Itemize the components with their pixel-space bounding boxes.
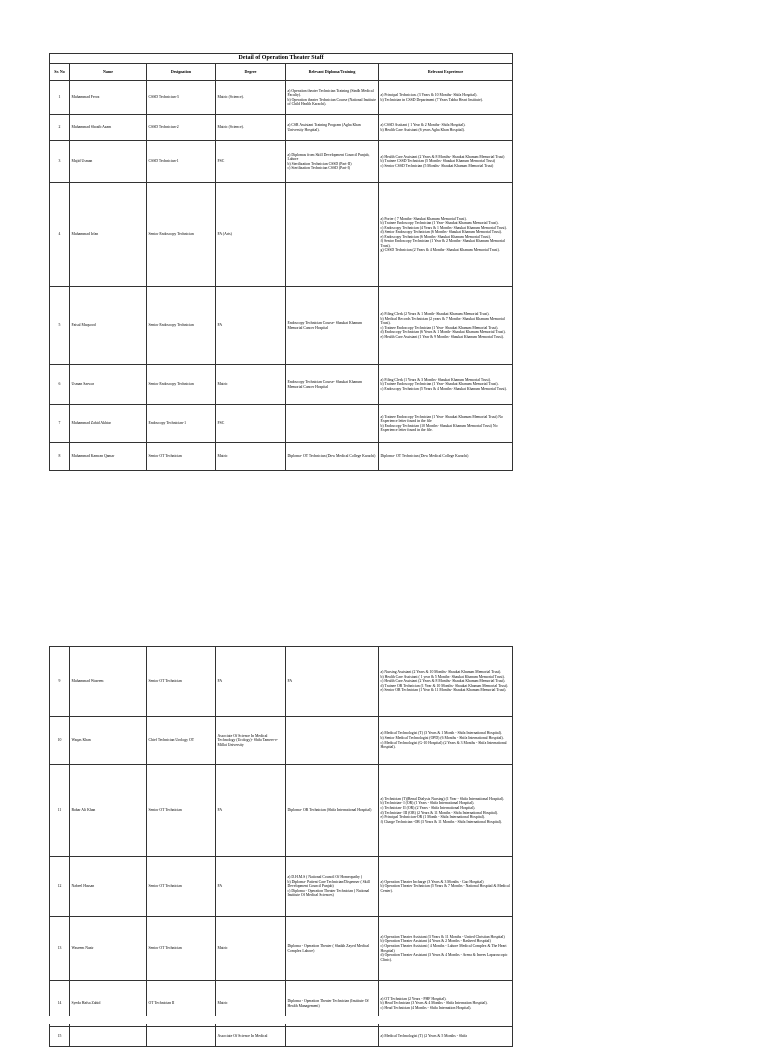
cell-degree: FA (Arts) [216,183,286,287]
cell-degree: Matric [216,365,286,405]
table-row [50,365,513,405]
table-row [50,405,513,443]
cell-experience: a) Technician (T)(Renal Dialysis Nursing) (1 Year - Shifa International Hospital). b) Technician- I (OR) (1 Years - Shifa International Hospital). c) Technician- II (OR) (2 Years - Shifa International Hospital). d) Technician- III (OR) (2 Years & 11 Months - Shifa International Hospital). e) Principal Technician-OR (1 Month - Shifa International Hospital). f) Charge Technician -OR (3 Years & 11 Months - Shifa International Hospital). [379,765,513,857]
cell-training: Diploma- OT Technician (Dow Medical College Karachi) [286,443,379,471]
cell-training: Diploma - Operation Theater ( Shaikh Zayed Medical Complex Lahore) [286,917,379,981]
cell-experience: a) Health Care Assistant (2 Years & 8 Months- Shaukat Khanum Memorial Trust) b) Trainee CSSD Technician (5 Months- Shaukat Khanum Memorial Trust) c) Senior CSSD Technician (5 Months- Shaukat Khanum Memorial Trust) [379,141,513,183]
cell-sr-no: 2 [50,115,70,141]
cell-training: Diploma- OR Technician (Shifa International Hospital) [286,765,379,857]
cell-experience: a) Trainee Endoscopy Technician (1 Year- Shaukat Khanum Memorial Trust) No Experience letter found in the file b) Endoscopy Technician (10 Months- Shaukat Khanum Memorial Trust) No Experience letter found in the file. [379,405,513,443]
cell-degree: Matric (Science). [216,115,286,141]
cell-training [286,1027,379,1047]
cell-degree: Matric (Science). [216,81,286,115]
cell-name [70,1027,147,1047]
cell-experience: a) Operation Theater Incharge (3 Years & 3 Months - Gao Hospital) b) Operation Theater Technician (5 Years & 7 Months - National Hospital & Medical Center). [379,857,513,917]
cell-degree: FA [216,287,286,365]
table-row [50,141,513,183]
table-row [50,1027,513,1047]
cell-designation: CSSD Technician-2 [147,115,216,141]
cell-sr-no: 11 [50,765,70,857]
cell-degree: FA [216,857,286,917]
cell-name: Waqas Khan [70,717,147,765]
cell-sr-no: 6 [50,365,70,405]
cell-designation: Senior OT Technician [147,857,216,917]
cell-designation: CSSD Technician-3 [147,81,216,115]
header-degree: Degree [216,64,286,81]
cell-sr-no: 1 [50,81,70,115]
table-row [50,183,513,287]
header-row [50,64,513,81]
cell-experience: a) CSSD Assitant ( 1 Year & 2 Months- Shifa Hospital). b) Health Care Assistant (6 years Agha Khan Hospital). [379,115,513,141]
table-row [50,647,513,717]
cell-designation: Senior OT Technician [147,647,216,717]
cell-sr-no: 10 [50,717,70,765]
cell-degree: Matric [216,443,286,471]
cell-name: Usman Sarwar [70,365,147,405]
cell-training [286,717,379,765]
cell-name: Muhammad Irfan [70,183,147,287]
table-row [50,115,513,141]
cell-degree: FA [216,765,286,857]
header-name: Name [70,64,147,81]
cell-experience: a) Medical Technologist (T) (2 Years & 5 Months - Shifa [379,1027,513,1047]
header-experience: Relevant Experience [379,64,513,81]
cell-designation: Senior Endoscopy Technician [147,183,216,287]
header-sr-no: Sr. No [50,64,70,81]
table-body-page-1 [50,81,513,471]
cell-designation: CSSD Technician-1 [147,141,216,183]
cell-experience: a) Medical Technologist (T) (3 Years & 1 Month - Shifa International Hospital). b) Senior Medical Technologist (OPD) (6 Months - Shifa International Hospital). c) Medical Technologist (G-10 Hospital) (2 Years & 3 Months - Shifa International Hospital). [379,717,513,765]
cell-name: Muhammad Kamran Qamar [70,443,147,471]
cell-degree: FA [216,647,286,717]
cell-training: a) CSR Assistant Training Program (Agha Khan University Hospital). [286,115,379,141]
cell-sr-no: 9 [50,647,70,717]
table-title: Detail of Operation Theater Staff [50,54,513,64]
cell-designation: Senior OT Technician [147,765,216,857]
header-designation: Designation [147,64,216,81]
cell-name: Nabeel Hassan [70,857,147,917]
cell-name: Faisal Maqsood [70,287,147,365]
staff-table-page-1 [49,53,513,471]
cell-name: Muhammad Feroz [70,81,147,115]
cell-sr-no: 12 [50,857,70,917]
table-row [50,81,513,115]
cell-sr-no: 5 [50,287,70,365]
cell-degree: Associate Of Science In Medical Technology (Urology)- Shifa Tameer-e-Millat University [216,717,286,765]
cell-degree: FSC [216,141,286,183]
cell-designation [147,1027,216,1047]
cell-sr-no: 15 [50,1027,70,1047]
cell-sr-no: 13 [50,917,70,981]
cell-training: a) D.H.M.S ( National Council Of Homeopathy ) b) Diploma- Patient Care Technician/Dispenser ( Skill Development Council Punjab) c) Diploma - Operation Theater Technician ( National Institute Of Medical Sciences) [286,857,379,917]
cell-training: Endoscopy Technician Course- Shaukat Khanum Memorial Cancer Hospital [286,287,379,365]
cell-degree: Associate Of Science In Medical [216,1027,286,1047]
cell-sr-no: 14 [50,981,70,1027]
table-row [50,287,513,365]
table-body-page-2 [50,647,513,1047]
cell-name: Muhammad Shoaib Azam [70,115,147,141]
cell-experience: a) OT Technician (2 Years - PHF Hospital). b) Head Technician (3 Years & 4 Months - Shifa Internation Hospital). c) Head Technician (4 Months - Shifa Internation Hospital). [379,981,513,1027]
cell-training [286,183,379,287]
cell-designation: Endoscopy Technician-1 [147,405,216,443]
table-row [50,717,513,765]
cell-sr-no: 8 [50,443,70,471]
cell-experience: a) Filing Clerk (2 Years & 1 Month- Shaukat Khanum Memorial Trust). b) Medical Records Technician (2 years & 7 Months- Shaukat Khanum Memorial Trust). c) Trainee Endoscopy Technician (1 Year- Shaukat Khanum Memorial Trust). d) Endoscopy Technician (6 Years & 1 Month- Shaukat Khanum Memorial Trust). e) Health Care Assistant (1 Year & 9 Months- Shaukat Khanum Memorial Trust). [379,287,513,365]
cell-name: Muhammad Zahid Akhtar [70,405,147,443]
cell-sr-no: 4 [50,183,70,287]
cell-experience: a) Operation Theater Assistant (3 Years & 11 Months - United Christian Hospital) b) Operation Theater Assistant (4 Years & 2 Months - Rasheed Hospital) c) Operation Theater Assistant ( 4 Months - Lahore Medical Complex & The Heart Hospital) d) Operation Theater Assistant (3 Years & 4 Months - Arena & Inrees Laparoscopic Clinic). [379,917,513,981]
cell-designation: Chief Technician Urology OT [147,717,216,765]
cell-experience: Diploma- OT Technician (Dow Medical College Karachi) [379,443,513,471]
cell-name: Muhammad Waseem [70,647,147,717]
cell-name: Waseem Nazir [70,917,147,981]
table-row [50,765,513,857]
cell-experience: a) Nursing Assistant (2 Years & 10 Months- Shaukat Khanum Memorial Trust). b) Health Care Assistant ( 1 year & 5 Months- Shaukat Khanum Memorial Trust). c) Health Care Assistant (2 Years & 8 Months- Shaukat Khanum Memorial Trust). d) Trainee OR Technician (1 Year & 10 Months- Shaukat Khanum Memorial Trust). e) Senior OR Technician (1 Year & 11 Months- Shaukat Khanum Memorial Trust). [379,647,513,717]
cell-training: FA [286,647,379,717]
cell-training: a) Operation theater Technician Training (Sindh Medical Faculty). b) Operation theater Technician Course (National Institute of Child Health Karachi). [286,81,379,115]
header-training: Relevant Diploma/Training [286,64,379,81]
cell-training: a) Diplomas from Skill Development Council Punjab, Lahore b) Sterilization Technician CSSD (Part-II) c) Sterilization Technician CSSD (Part-I) [286,141,379,183]
cell-name: Majid Usman [70,141,147,183]
page-cut-edge [49,1016,512,1024]
cell-name: Babar Ali Khan [70,765,147,857]
cell-training: Endoscopy Technician Course- Shaukat Khanum Memorial Cancer Hospital [286,365,379,405]
cell-degree: Matric [216,917,286,981]
cell-designation: OT Technician II [147,981,216,1027]
cell-degree: FSC [216,405,286,443]
staff-table-page-2 [49,646,513,1047]
cell-designation: Senior Endoscopy Technician [147,287,216,365]
cell-training: Diploma - Operation Theater Technician (Institute Of Health Management) [286,981,379,1027]
cell-designation: Senior OT Technician [147,917,216,981]
cell-experience: a) Principal Technician. (3 Years & 10 Months- Shifa Hospital). b) Technician in CSSD Department (7 Years Tabba Heart Institute). [379,81,513,115]
table-row [50,443,513,471]
cell-training [286,405,379,443]
cell-name: Syeda Hafsa Zahid [70,981,147,1027]
cell-degree: Matric [216,981,286,1027]
cell-designation: Senior OT Technician [147,443,216,471]
table-row [50,917,513,981]
cell-designation: Senior Endoscopy Technician [147,365,216,405]
table-row [50,857,513,917]
cell-sr-no: 3 [50,141,70,183]
cell-experience: a) Filing Clerk (1 Years & 3 Months- Shaukat Khanum Memorial Trust). b) Trainee Endoscopy Technician (1 Year- Shaukat Khanum Memorial Trust). c) Endoscopy Technician (5 Years & 4 Months- Shaukat Khanum Memorial Trust). [379,365,513,405]
cell-sr-no: 7 [50,405,70,443]
cell-experience: a) Porter ( 7 Months- Shaukat Khanum Memorial Trust). b) Trainee Endoscopy Technician (1 Year- Shaukat Khanum Memorial Trust). c) Endoscopy Technician (4 Years & 1 Months- Shaukat Khanum Memorial Trust). d) Senior Endoscopy Technician (6 Months- Shaukat Khanum Memorial Trust). e) Endoscopy Technician (6 Months- Shaukat Khanum Memorial Trust). f) Senior Endoscopy Technician (1 Year & 2 Months- Shaukat Khanum Memorial Trust). g) CSSD Technician (2 Years & 4 Months- Shaukat Khanum Memorial Trust). [379,183,513,287]
